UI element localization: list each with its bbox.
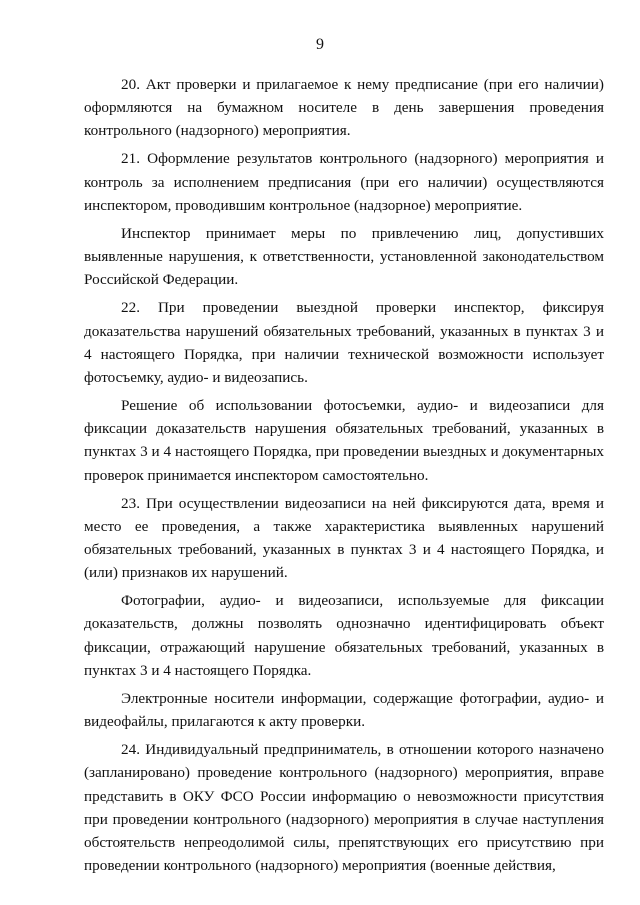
paragraph-23-photos: Фотографии, аудио- и видеозаписи, используемые для фиксации доказательств, должны позволять однозначно идентифицировать объект фиксации, отражающий нарушение обязательных требований, указанных в пунктах 3 и 4 настоящего Порядка.	[84, 592, 604, 679]
paragraph-21-inspector: Инспектор принимает меры по привлечению лиц, допустивших выявленные нарушения, к ответственности, установленной законодательством Российской Федерации.	[84, 224, 604, 289]
paragraph-23-media: Электронные носители информации, содержащие фотографии, аудио- и видеофайлы, прилагаются к акту проверки.	[84, 689, 604, 731]
paragraph-23: 23. При осуществлении видеозаписи на ней фиксируются дата, время и место ее проведения, а также характеристика выявленных нарушений обязательных требований, указанных в пунктах 3 и 4 настоящего Порядка, и (или) признаков их нарушений.	[84, 494, 604, 582]
paragraph-22: 22. При проведении выездной проверки инспектор, фиксируя доказательства нарушений обязательных требований, указанных в пунктах 3 и 4 настоящего Порядка, при наличии технической возможности использует фотосъемку, аудио- и видеозапись.	[84, 299, 604, 386]
document-body	[84, 73, 604, 877]
paragraph-24: 24. Индивидуальный предприниматель, в отношении которого назначено (запланировано) проведение контрольного (надзорного) мероприятия, вправе представить в ОКУ ФСО России информацию о невозможности присутствия при проведении контрольного (надзорного) мероприятия в случае наступления обстоятельств непреодолимой силы, препятствующих его присутствию при проведении контрольного (надзорного) мероприятия (военные действия,	[84, 741, 604, 874]
paragraph-21: 21. Оформление результатов контрольного (надзорного) мероприятия и контроль за исполнением предписания (при его наличии) осуществляются инспектором, проводившим контрольное (надзорное) мероприятие.	[84, 150, 604, 214]
paragraph-20: 20. Акт проверки и прилагаемое к нему предписание (при его наличии) оформляются на бумажном носителе в день завершения проведения контрольного (надзорного) мероприятия.	[84, 76, 604, 140]
paragraph-22-decision: Решение об использовании фотосъемки, аудио- и видеозаписи для фиксации доказательств нарушения обязательных требований, указанных в пунктах 3 и 4 настоящего Порядка, при проведении выездных и документарных проверок принимается инспектором самостоятельно.	[84, 397, 604, 484]
page-number: 9	[316, 36, 324, 53]
